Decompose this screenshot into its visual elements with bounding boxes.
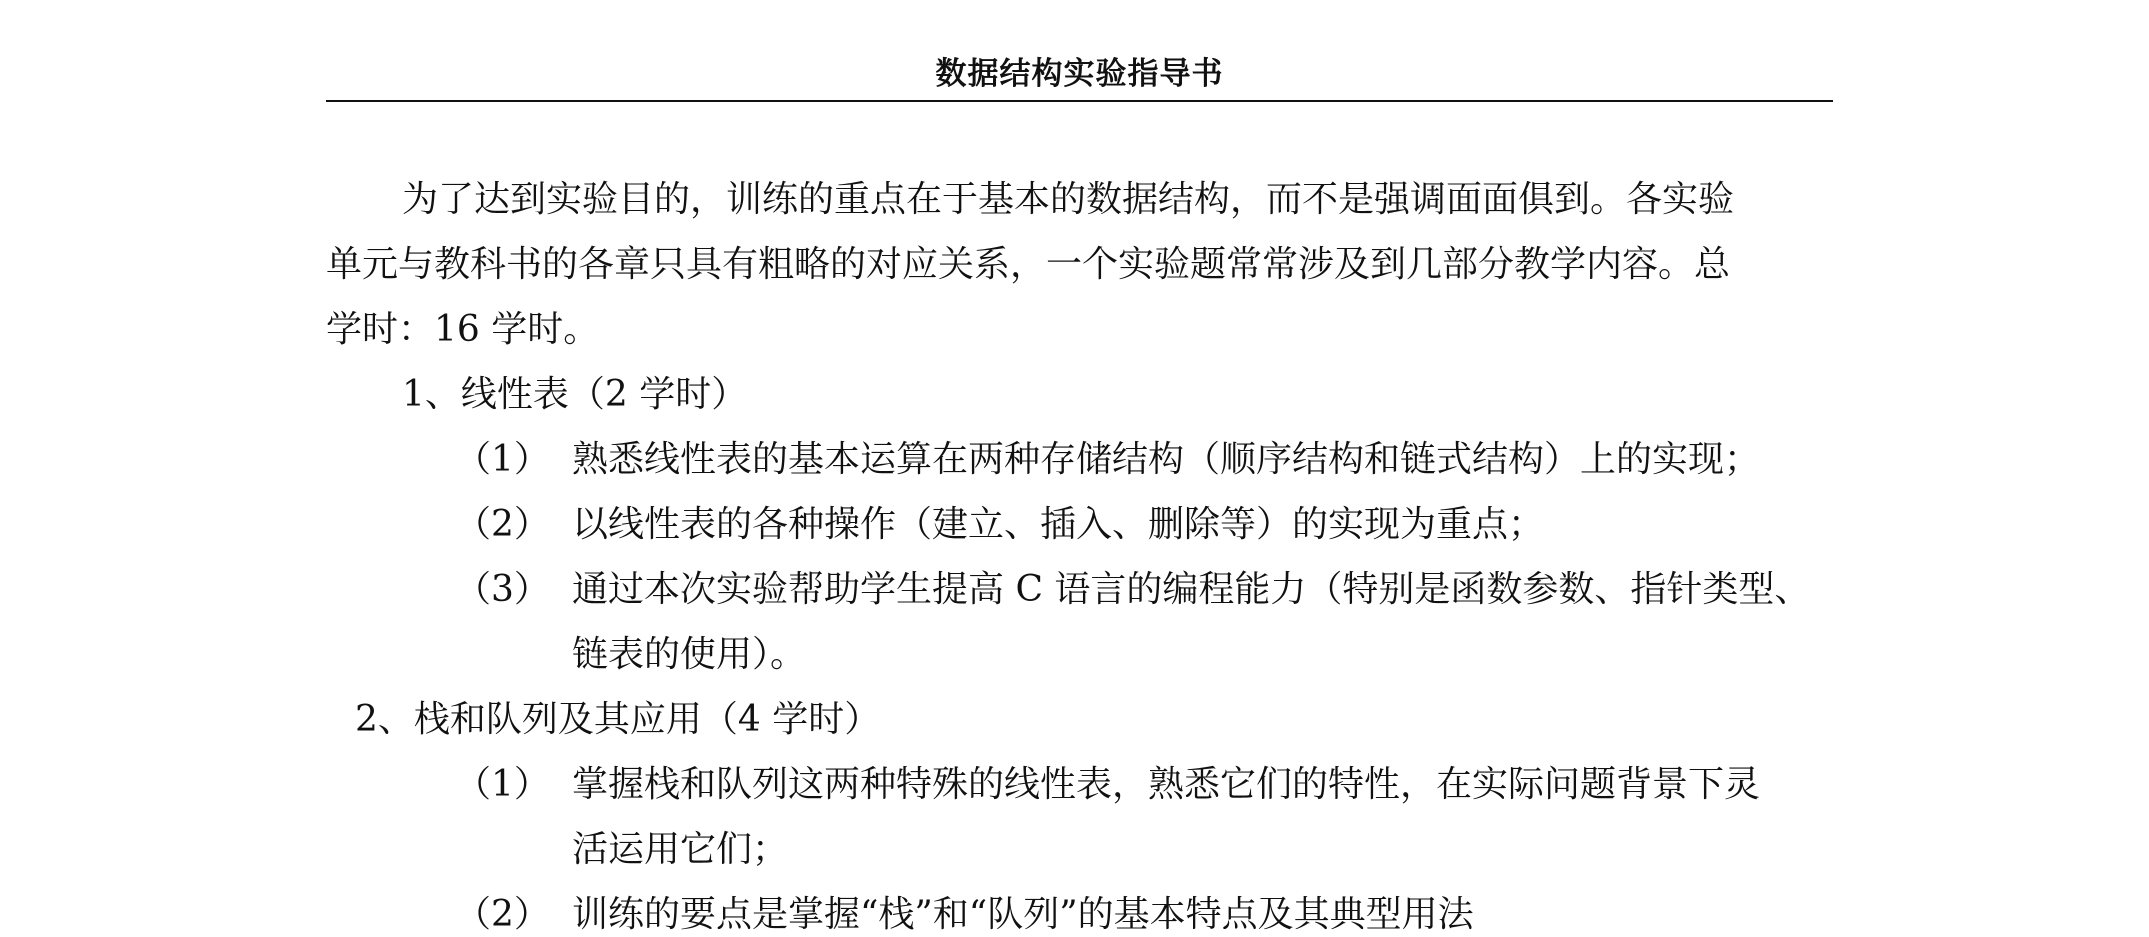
intro-line-2: 单元与教科书的各章只具有粗略的对应关系，一个实验题常常涉及到几部分教学内容。总 bbox=[326, 244, 1731, 285]
list-item-number: （1） bbox=[455, 764, 550, 805]
list-item-text: 熟悉线性表的基本运算在两种存储结构（顺序结构和链式结构）上的实现； bbox=[572, 439, 1761, 480]
list-item-number: （2） bbox=[455, 504, 550, 545]
intro-line-3: 学时：16 学时。 bbox=[326, 309, 600, 350]
page-header-title: 数据结构实验指导书 bbox=[935, 56, 1224, 92]
list-item-text-continued: 链表的使用）。 bbox=[572, 634, 807, 675]
section-2-heading: 2、栈和队列及其应用（4 学时） bbox=[355, 699, 881, 740]
list-item-number: （2） bbox=[455, 894, 550, 935]
list-item-text: 以线性表的各种操作（建立、插入、删除等）的实现为重点； bbox=[572, 504, 1545, 545]
header-divider bbox=[326, 100, 1833, 102]
list-item-text: 掌握栈和队列这两种特殊的线性表，熟悉它们的特性，在实际问题背景下灵 bbox=[572, 764, 1761, 805]
list-item-text: 通过本次实验帮助学生提高 C 语言的编程能力（特别是函数参数、指针类型、 bbox=[572, 569, 1811, 610]
list-item-number: （1） bbox=[455, 439, 550, 480]
list-item-text: 训练的要点是掌握“栈”和“队列”的基本特点及其典型用法 bbox=[572, 894, 1474, 935]
intro-line-1: 为了达到实验目的，训练的重点在于基本的数据结构，而不是强调面面俱到。各实验 bbox=[402, 179, 1735, 220]
list-item-number: （3） bbox=[455, 569, 550, 610]
section-1-heading: 1、线性表（2 学时） bbox=[402, 374, 748, 415]
list-item-text-continued: 活运用它们； bbox=[572, 829, 789, 870]
